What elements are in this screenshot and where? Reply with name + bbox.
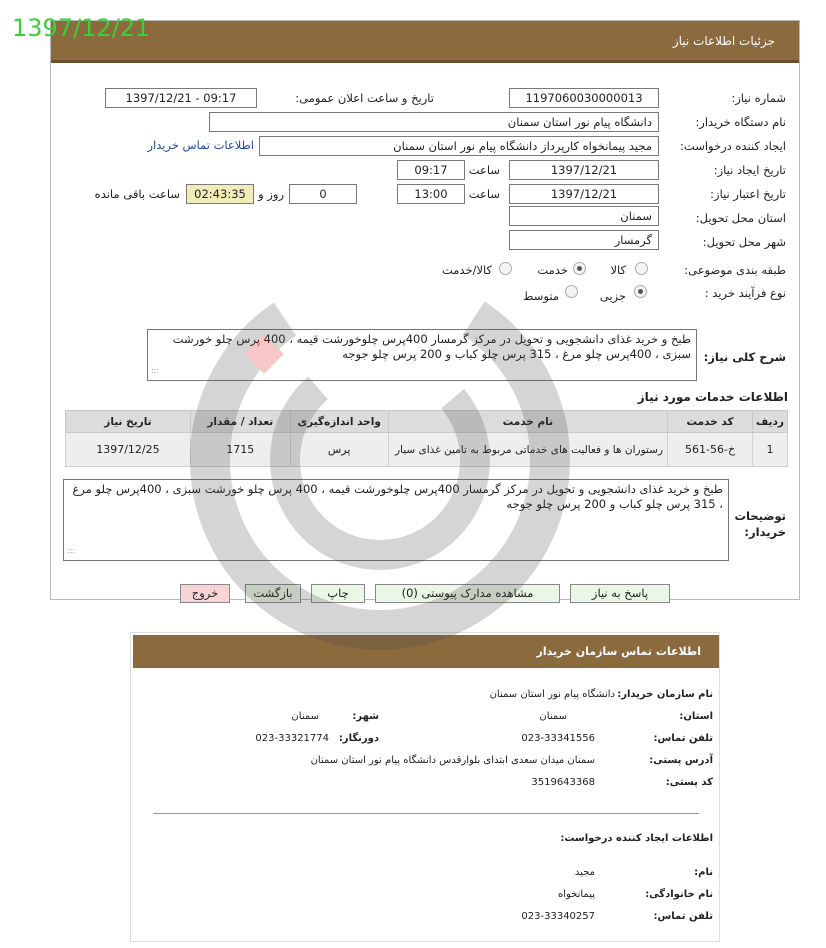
announce-field: 1397/12/21 - 09:17 [105,88,257,108]
contact-org-value: دانشگاه پیام نور استان سمنان [489,689,615,700]
col-unit: واحد اندازه‌گیری [290,411,388,433]
buyer-notes-textarea[interactable] [63,479,729,561]
summary-text: طبخ و خرید غذای دانشجویی و تحویل در مرکز گرمسار 400پرس چلوخورشت قیمه ، 400 پرس چلو خورشت سبزی ، 400پرس چلو مرغ ، 315 پرس چلو کباب و 200 پرس چلو جوجه [172,332,691,361]
requester-label: ایجاد کننده درخواست: [680,139,786,153]
category-goods-radio[interactable] [635,262,648,275]
summary-label: شرح کلی نیاز: [703,350,786,364]
col-service-code: کد خدمت [668,411,753,433]
creator-phone-value: 023-33340257 [521,911,595,922]
contact-fax-value: 023-33321774 [255,733,329,744]
contact-divider [153,813,699,814]
contact-city-label: شهر: [352,711,379,722]
resize-grip-icon: ::: [67,546,76,555]
category-both-radio[interactable] [499,262,512,275]
created-time-label: ساعت [468,163,500,177]
panel-title: جزئیات اطلاعات نیاز [672,34,775,48]
buyer-org-label: نام دستگاه خریدار: [695,115,786,129]
process-minor-label: جزیی [599,289,626,303]
services-table [65,410,788,467]
remaining-label: ساعت باقی مانده [94,187,180,201]
valid-time-label: ساعت [468,187,500,201]
cell-quantity: 1715 [190,433,290,467]
table-row [66,433,788,467]
announce-label: تاریخ و ساعت اعلان عمومی: [295,91,434,105]
valid-time-field: 13:00 [397,184,465,204]
remaining-time-field: 02:43:35 [186,184,254,204]
back-button[interactable]: بازگشت [245,584,301,603]
services-title: اطلاعات خدمات مورد نیاز [637,390,788,404]
creator-phone-label: تلفن تماس: [653,911,713,922]
buyer-org-field: دانشگاه پیام نور استان سمنان [209,112,659,132]
days-field: 0 [289,184,357,204]
category-label: طبقه بندی موضوعی: [684,263,786,277]
valid-date-field: 1397/12/21 [509,184,659,204]
category-service-label: خدمت [537,263,568,277]
contact-phone-value: 023-33341556 [521,733,595,744]
col-service-name: نام خدمت [388,411,667,433]
contact-address-label: آدرس پستی: [649,755,713,766]
need-number-field: 1197060030000013 [509,88,659,108]
category-goods-label: کالا [610,263,626,277]
buyer-contact-link[interactable]: اطلاعات تماس خریدار [147,138,254,152]
cell-service-code: خ-56-561 [668,433,753,467]
process-medium-label: متوسط [522,289,559,303]
panel-header [51,21,799,63]
watermark-date: 1397/12/21 [12,14,151,42]
cell-unit: پرس [290,433,388,467]
buyer-notes-text: طبخ و خرید غذای دانشجویی و تحویل در مرکز گرمسار 400پرس چلوخورشت قیمه ، 400 پرس چلو خورشت سبزی ، 400پرس چلو مرغ ، 315 پرس چلو کباب و 200 پرس چلو جوجه [72,482,723,511]
days-label: روز و [258,187,284,201]
creator-family-label: نام خانوادگی: [645,889,713,900]
buyer-notes-label: توضیحات خریدار: [734,509,786,539]
print-button[interactable]: چاپ [311,584,365,603]
creator-section-title: اطلاعات ایجاد کننده درخواست: [560,833,713,844]
valid-date-label: تاریخ اعتبار نیاز: [710,187,786,201]
need-number-label: شماره نیاز: [731,91,786,105]
cell-service-name: رستوران ها و فعالیت های خدماتی مربوط به تامین غذای سیار [388,433,667,467]
contact-panel [130,632,720,942]
province-field: سمنان [509,206,659,226]
reply-button[interactable]: پاسخ به نیاز [570,584,670,603]
category-service-radio[interactable] [573,262,586,275]
col-quantity: تعداد / مقدار [190,411,290,433]
city-label: شهر محل تحویل: [702,235,786,249]
contact-org-label: نام سازمان خریدار: [617,689,713,700]
process-minor-radio[interactable] [634,285,647,298]
contact-postal-value: 3519643368 [531,777,595,788]
summary-textarea[interactable] [147,329,697,381]
cell-need-date: 1397/12/25 [66,433,191,467]
contact-header [133,635,719,668]
contact-postal-label: کد پستی: [665,777,713,788]
requester-field: مجید پیمانخواه کارپرداز دانشگاه پیام نور استان سمنان [259,136,659,156]
attachments-button[interactable]: مشاهده مدارک پیوستی (0) [375,584,560,603]
created-time-field: 09:17 [397,160,465,180]
resize-grip-icon: ::: [151,366,160,375]
created-date-field: 1397/12/21 [509,160,659,180]
contact-province-label: استان: [679,711,713,722]
cell-row: 1 [752,433,787,467]
contact-fax-label: دورنگار: [338,733,379,744]
category-both-label: کالا/خدمت [441,263,492,277]
contact-address-value: سمنان میدان سعدی ابتدای بلوارقدس دانشگاه پیام نور استان سمنان [310,755,595,766]
process-label: نوع فرآیند خرید : [704,286,786,300]
contact-title: اطلاعات تماس سازمان خریدار [536,645,701,658]
exit-button[interactable]: خروج [180,584,230,603]
creator-name-label: نام: [694,867,713,878]
city-field: گرمسار [509,230,659,250]
creator-name-value: مجید [574,867,595,878]
table-header-row [66,411,788,433]
process-medium-radio[interactable] [565,285,578,298]
created-date-label: تاریخ ایجاد نیاز: [713,163,786,177]
contact-province-value: سمنان [539,711,567,722]
col-need-date: تاریخ نیاز [66,411,191,433]
contact-phone-label: تلفن تماس: [653,733,713,744]
province-label: استان محل تحویل: [695,211,786,225]
col-row: ردیف [752,411,787,433]
creator-family-value: پیمانخواه [557,889,595,900]
contact-city-value: سمنان [291,711,319,722]
